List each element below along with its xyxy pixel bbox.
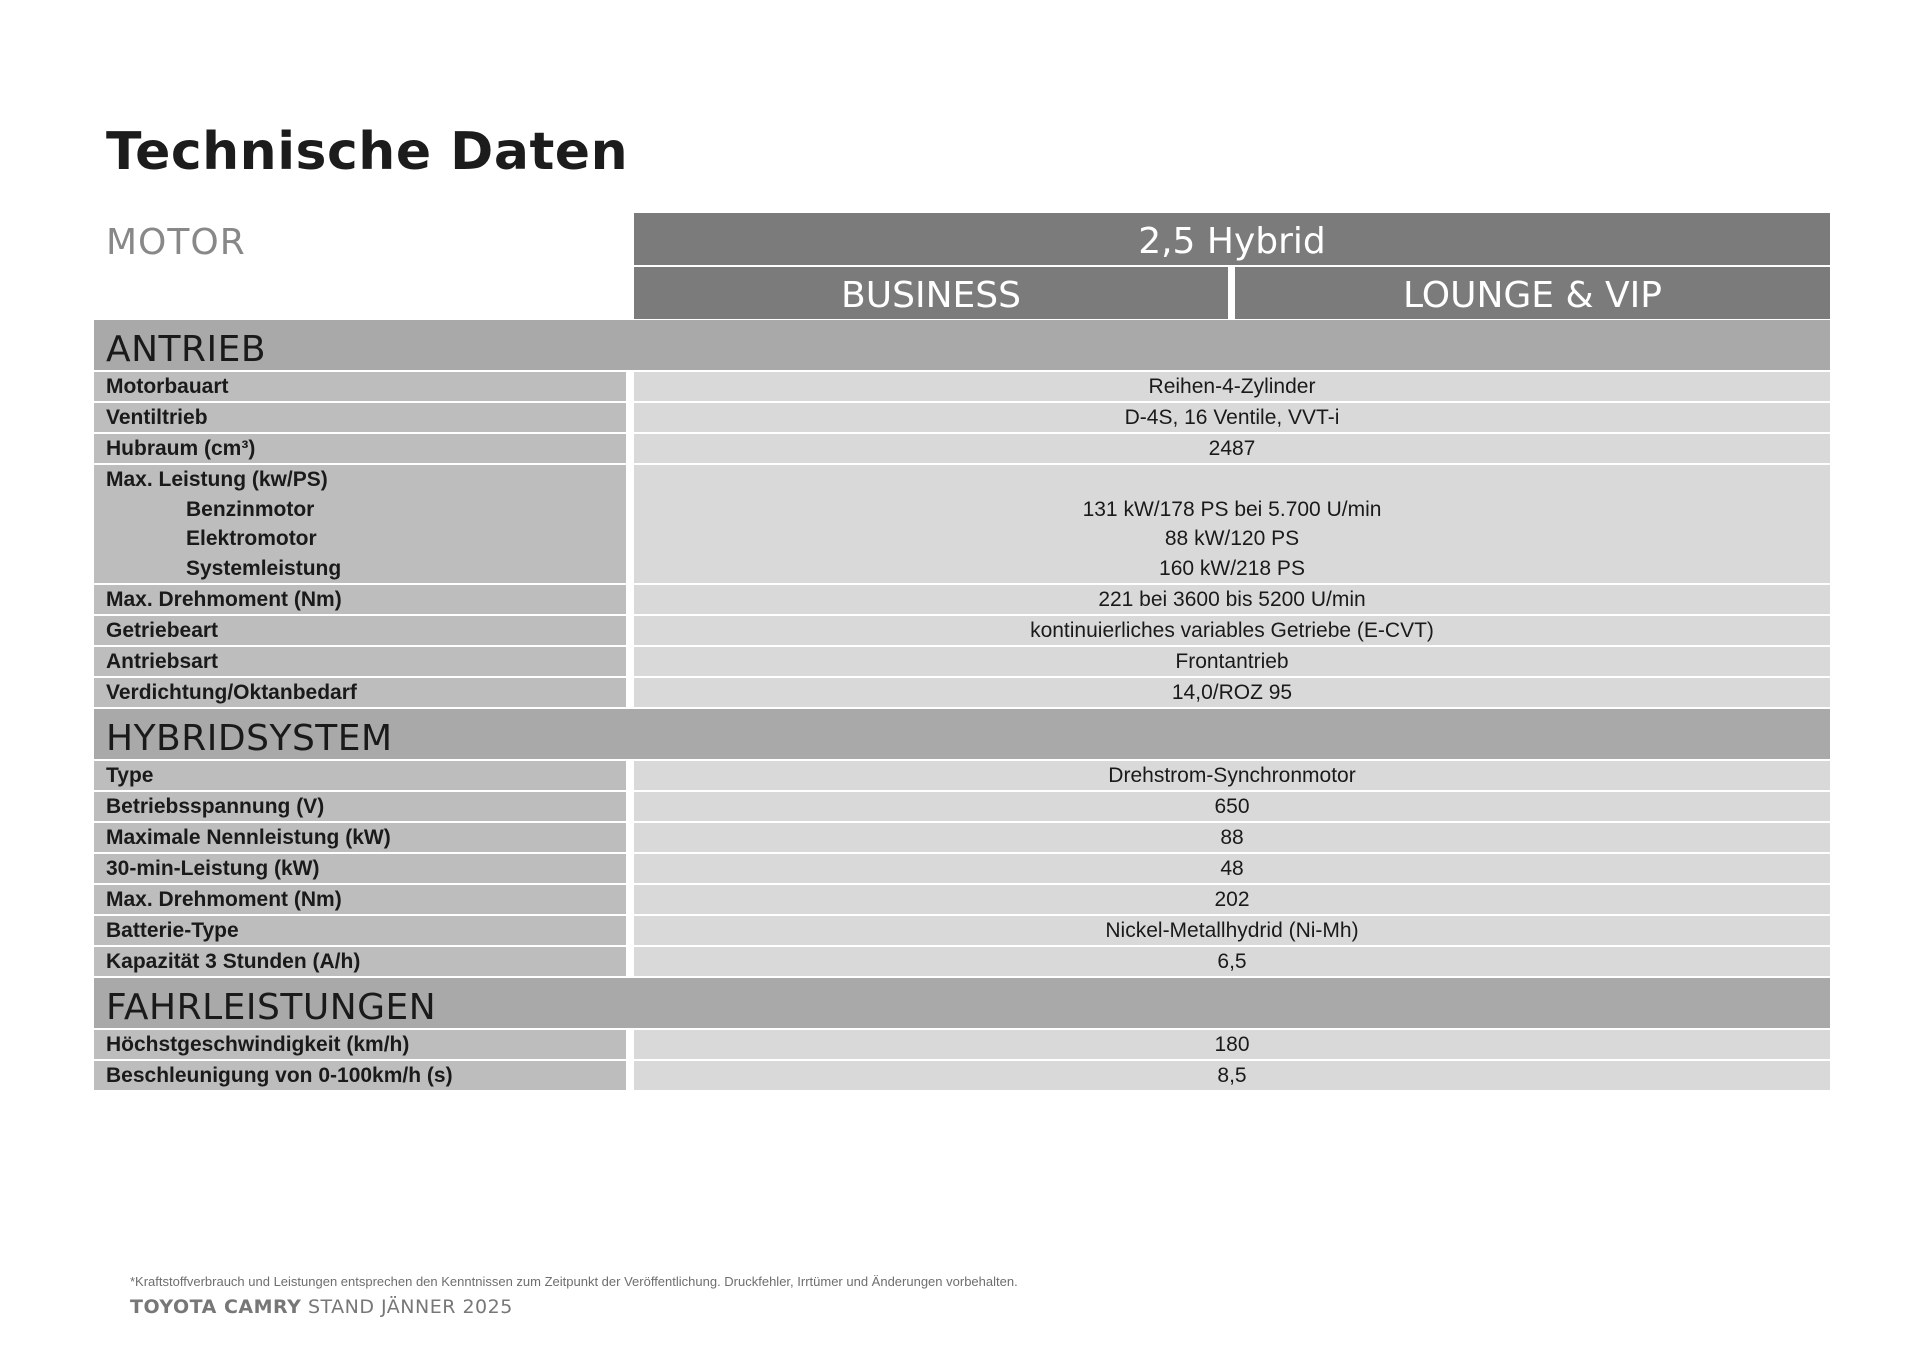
spec-label: Höchstgeschwindigkeit (km/h) — [106, 1032, 410, 1056]
column-divider — [626, 434, 634, 463]
spec-value-cell — [634, 678, 1830, 707]
spec-label-cell — [94, 434, 626, 463]
spec-value-cell — [634, 761, 1830, 790]
spec-label: Antriebsart — [106, 649, 219, 673]
spec-label: Hubraum (cm³) — [106, 436, 256, 460]
table-row — [94, 761, 1830, 790]
column-divider — [626, 823, 634, 852]
column-divider — [626, 1030, 634, 1059]
spec-label: Getriebeart — [106, 618, 219, 642]
table-row — [94, 678, 1830, 707]
column-divider — [626, 403, 634, 432]
spec-label: Kapazität 3 Stunden (A/h) — [106, 949, 361, 973]
table-row — [94, 792, 1830, 821]
spec-value: 2487 — [1208, 436, 1256, 460]
spec-value: 88 — [1220, 825, 1244, 849]
spec-value-cell — [634, 854, 1830, 883]
spec-label: Betriebsspannung (V) — [106, 794, 325, 818]
column-divider — [626, 1061, 634, 1090]
spec-label-cell — [94, 823, 626, 852]
spec-value-cell — [634, 372, 1830, 401]
spec-value: 48 — [1220, 856, 1244, 880]
page-title: Technische Daten — [106, 122, 629, 182]
spec-sublabel: Systemleistung — [186, 556, 342, 580]
table-row — [94, 823, 1830, 852]
spec-value-cell — [634, 792, 1830, 821]
spec-value-cell — [634, 823, 1830, 852]
spec-sublabel: Elektromotor — [186, 527, 317, 550]
spec-value-cell — [634, 916, 1830, 945]
column-divider — [626, 854, 634, 883]
spec-label-cell — [94, 854, 626, 883]
spec-label: Max. Drehmoment (Nm) — [106, 587, 342, 611]
spec-label-cell — [94, 585, 626, 614]
spec-value: 650 — [1214, 794, 1250, 818]
table-row — [94, 1030, 1830, 1059]
spec-label-cell — [94, 616, 626, 645]
spec-value: Drehstrom-Synchronmotor — [1108, 763, 1356, 787]
spec-value: 8,5 — [1217, 1063, 1247, 1087]
spec-label: 30-min-Leistung (kW) — [106, 856, 320, 880]
table-row — [94, 1061, 1830, 1090]
footer-brand-name: TOYOTA CAMRY — [130, 1296, 302, 1318]
spec-value-cell — [634, 585, 1830, 614]
footnote: *Kraftstoffverbrauch und Leistungen entsprechen den Kenntnissen zum Zeitpunkt der Veröffentlichung. Druckfehler, Irrtümer und Änderungen vorbehalten. — [130, 1274, 1018, 1289]
spec-label-cell — [94, 761, 626, 790]
spec-label: Type — [106, 763, 154, 787]
spec-value: 221 bei 3600 bis 5200 U/min — [1098, 587, 1366, 611]
table-row — [94, 647, 1830, 676]
spec-table — [94, 320, 1830, 1092]
section-label-motor: MOTOR — [106, 222, 246, 263]
spec-value: 131 kW/178 PS bei 5.700 U/min — [1082, 497, 1382, 521]
spec-value: 6,5 — [1217, 949, 1247, 973]
table-row — [94, 585, 1830, 614]
section-header: HYBRIDSYSTEM — [94, 709, 1830, 759]
spec-label-cell — [94, 647, 626, 676]
spec-value: kontinuierliches variables Getriebe (E-CVT) — [1030, 618, 1434, 642]
spec-value: Reihen-4-Zylinder — [1148, 374, 1316, 398]
column-divider — [626, 678, 634, 707]
spec-label-cell — [94, 372, 626, 401]
spec-value-cell — [634, 647, 1830, 676]
column-divider — [626, 585, 634, 614]
column-divider — [626, 616, 634, 645]
spec-value-cell — [634, 465, 1830, 583]
column-divider — [626, 916, 634, 945]
table-row — [94, 947, 1830, 976]
model-header: 2,5 Hybrid — [634, 213, 1830, 265]
spec-label: Maximale Nennleistung (kW) — [106, 825, 391, 849]
spec-label-cell — [94, 403, 626, 432]
spec-value-cell — [634, 1061, 1830, 1090]
column-divider — [626, 465, 634, 583]
table-row — [94, 885, 1830, 914]
spec-label: Verdichtung/Oktanbedarf — [106, 680, 357, 704]
footer-status: STAND JÄNNER 2025 — [307, 1296, 513, 1318]
spec-label: Max. Leistung (kw/PS) — [106, 468, 328, 491]
table-row — [94, 616, 1830, 645]
spec-label-cell — [94, 465, 626, 583]
spec-value-cell — [634, 1030, 1830, 1059]
spec-value-cell — [634, 434, 1830, 463]
column-divider — [626, 761, 634, 790]
spec-label: Motorbauart — [106, 374, 229, 398]
spec-value: Frontantrieb — [1175, 649, 1289, 673]
spec-value-cell — [634, 616, 1830, 645]
variant-header-lounge-vip: LOUNGE & VIP — [1235, 267, 1830, 319]
column-divider — [626, 792, 634, 821]
spec-value: 88 kW/120 PS — [1164, 527, 1300, 550]
section-header: FAHRLEISTUNGEN — [94, 978, 1830, 1028]
spec-label-cell — [94, 885, 626, 914]
spec-value: 14,0/ROZ 95 — [1171, 680, 1293, 704]
spec-label-cell — [94, 678, 626, 707]
table-row — [94, 434, 1830, 463]
column-divider — [626, 372, 634, 401]
section-header: ANTRIEB — [94, 320, 1830, 370]
spec-sublabel: Benzinmotor — [186, 497, 315, 521]
spec-value: Nickel-Metallhydrid (Ni-Mh) — [1105, 918, 1359, 942]
spec-label-cell — [94, 916, 626, 945]
spec-value-cell — [634, 885, 1830, 914]
column-divider — [626, 647, 634, 676]
variant-header-business: BUSINESS — [634, 267, 1228, 319]
spec-label-cell — [94, 1061, 626, 1090]
spec-value: 160 kW/218 PS — [1159, 556, 1305, 580]
table-row — [94, 854, 1830, 883]
spec-label-cell — [94, 947, 626, 976]
spec-value: 180 — [1214, 1032, 1250, 1056]
spec-value: 202 — [1214, 887, 1250, 911]
column-divider — [626, 947, 634, 976]
spec-value-cell — [634, 403, 1830, 432]
spec-value-cell — [634, 947, 1830, 976]
table-row — [94, 372, 1830, 401]
spec-label: Max. Drehmoment (Nm) — [106, 887, 342, 911]
spec-label: Beschleunigung von 0-100km/h (s) — [106, 1063, 453, 1087]
footer-brand — [130, 1296, 513, 1318]
spec-label-cell — [94, 1030, 626, 1059]
column-divider — [626, 885, 634, 914]
spec-label: Batterie-Type — [106, 918, 239, 942]
table-row — [94, 916, 1830, 945]
table-row — [94, 403, 1830, 432]
spec-value: D-4S, 16 Ventile, VVT-i — [1124, 405, 1340, 429]
spec-label-cell — [94, 792, 626, 821]
table-row — [94, 465, 1830, 583]
spec-label: Ventiltrieb — [106, 405, 208, 429]
